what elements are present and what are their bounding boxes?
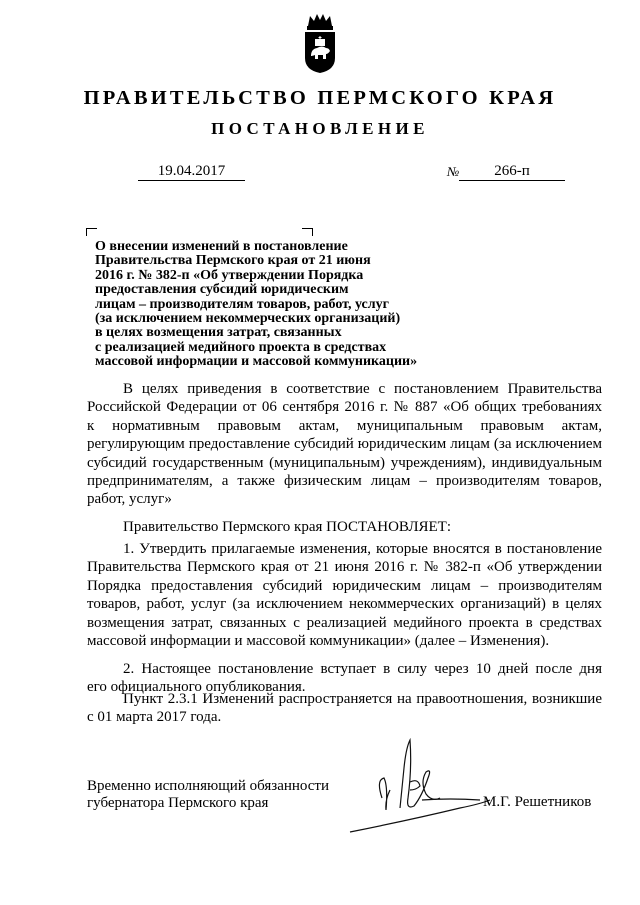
- text-line: предпринимателям, а также физическим лицам – производителям товаров,: [87, 473, 602, 490]
- text-line: Правительства Пермского края от 21 июня 2016 г. № 382-п «Об утверждении: [87, 559, 602, 576]
- signatory-name: М.Г. Решетников: [483, 794, 592, 810]
- organization-title: ПРАВИТЕЛЬСТВО ПЕРМСКОГО КРАЯ: [83, 87, 557, 109]
- text-line: Российской Федерации от 06 сентября 2016 г. № 887 «Об общих требованиях: [87, 399, 602, 416]
- subject-line: 2016 г. № 382-п «Об утверждении Порядка: [95, 267, 364, 283]
- document-date: 19.04.2017: [138, 162, 245, 181]
- handwritten-signature: [330, 738, 510, 838]
- preamble-paragraph: [87, 380, 602, 509]
- coat-of-arms-icon: [302, 12, 338, 74]
- text-line: В целях приведения в соответствие с постановлением Правительства: [123, 381, 602, 397]
- decree-paragraph: [87, 518, 602, 536]
- subject-line: в целях возмещения затрат, связанных: [95, 325, 342, 341]
- text-line: Правительство Пермского края ПОСТАНОВЛЯЕТ:: [123, 519, 452, 535]
- text-line: с 01 марта 2017 года.: [87, 709, 222, 726]
- subject-line: предоставления субсидий юридическим: [95, 282, 349, 298]
- text-line: работ, услуг»: [87, 491, 172, 508]
- position-line: Временно исполняющий обязанности: [87, 778, 330, 794]
- signatory-position: [87, 778, 329, 812]
- item-3-paragraph: [87, 690, 602, 727]
- text-line: 2. Настоящее постановление вступает в силу через 10 дней после дня: [123, 661, 602, 677]
- subject-line: Правительства Пермского края от 21 июня: [95, 253, 371, 269]
- subject-line: О внесении изменений в постановление: [95, 239, 348, 254]
- text-line: его официального опубликования.: [87, 679, 306, 696]
- position-line: губернатора Пермского края: [87, 795, 269, 811]
- subject-line: массовой информации и массовой коммуникации»: [95, 354, 418, 370]
- text-line: Пункт 2.3.1 Изменений распространяется на правоотношения, возникшие: [123, 691, 602, 707]
- text-line: к нормативным правовым актам, муниципальным правовым актам,: [87, 417, 602, 434]
- text-line: субсидий государственным (муниципальным) учреждениям), индивидуальным: [87, 454, 602, 471]
- document-subject: [95, 240, 475, 370]
- document-type: ПОСТАНОВЛЕНИЕ: [211, 119, 429, 138]
- text-line: возмещения затрат, связанных с реализацией медийного проекта в средствах: [87, 614, 602, 631]
- text-line: Порядка предоставления субсидий юридическим лицам – производителям: [87, 577, 602, 594]
- text-line: 1. Утвердить прилагаемые изменения, которые вносятся в постановление: [123, 541, 602, 557]
- subject-corner-right: [302, 228, 313, 236]
- subject-corner-left: [86, 228, 97, 236]
- text-line: регулирующим предоставление субсидий юридическим лицам (за исключением: [87, 436, 602, 453]
- subject-line: (за исключением некоммерческих организаций): [95, 311, 401, 327]
- text-line: товаров, работ, услуг (за исключением некоммерческих организаций) в целях: [87, 596, 602, 613]
- item-1-paragraph: [87, 540, 602, 650]
- text-line: массовой информации и массовой коммуникации» (далее – Изменения).: [87, 633, 550, 650]
- subject-line: лицам – производителям товаров, работ, услуг: [95, 296, 389, 312]
- document-number: 266-п: [459, 162, 565, 181]
- subject-line: с реализацией медийного проекта в средствах: [95, 339, 387, 355]
- number-label: №: [447, 164, 460, 179]
